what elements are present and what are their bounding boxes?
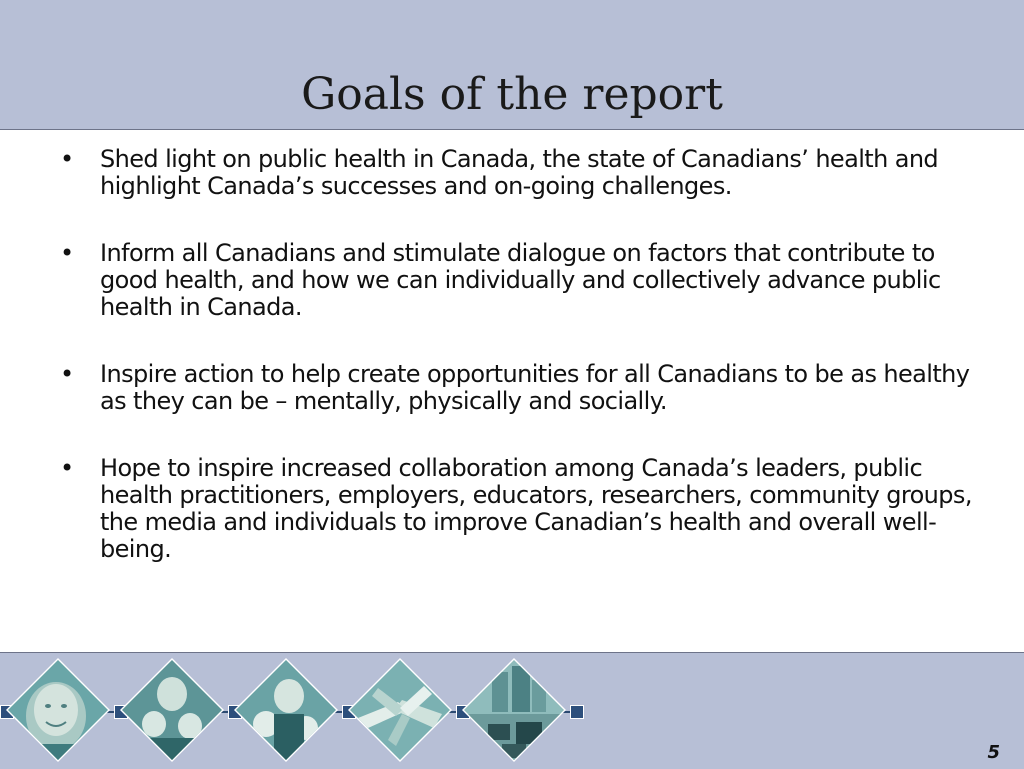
bullet-dot-icon: •: [60, 239, 74, 267]
footer-band: [0, 652, 1024, 769]
bullet-list: [56, 146, 976, 603]
bullet-item: [56, 361, 976, 415]
bullet-item: [56, 455, 976, 563]
bullet-item: [56, 146, 976, 200]
stacked-hands-photo-icon: [348, 658, 452, 762]
bullet-text: Hope to inspire increased collaboration among Canada’s leaders, public health practitioners, employers, educators, researchers, community groups, the media and individuals to improve Canadian’s health and overall well-being.: [100, 454, 972, 563]
elderly-woman-photo-icon: [6, 658, 110, 762]
square-bullet-icon: [570, 705, 584, 719]
title-band: [0, 0, 1024, 130]
bullet-dot-icon: •: [60, 454, 74, 482]
slide-title: Goals of the report: [301, 69, 723, 120]
bullet-item: [56, 240, 976, 321]
bullet-text: Inspire action to help create opportunities for all Canadians to be as healthy as they can be – mentally, physically and socially.: [100, 360, 970, 415]
bullet-text: Inform all Canadians and stimulate dialogue on factors that contribute to good health, and how we can individually and collectively advance public health in Canada.: [100, 239, 941, 321]
traffic-street-photo-icon: [462, 658, 566, 762]
grandmother-children-photo-icon: [120, 658, 224, 762]
bullet-text: Shed light on public health in Canada, the state of Canadians’ health and highlight Canada’s successes and on-going challenges.: [100, 145, 939, 200]
bullet-dot-icon: •: [60, 145, 74, 173]
bullet-dot-icon: •: [60, 360, 74, 388]
page-number: 5: [987, 742, 1000, 763]
grandfather-children-photo-icon: [234, 658, 338, 762]
